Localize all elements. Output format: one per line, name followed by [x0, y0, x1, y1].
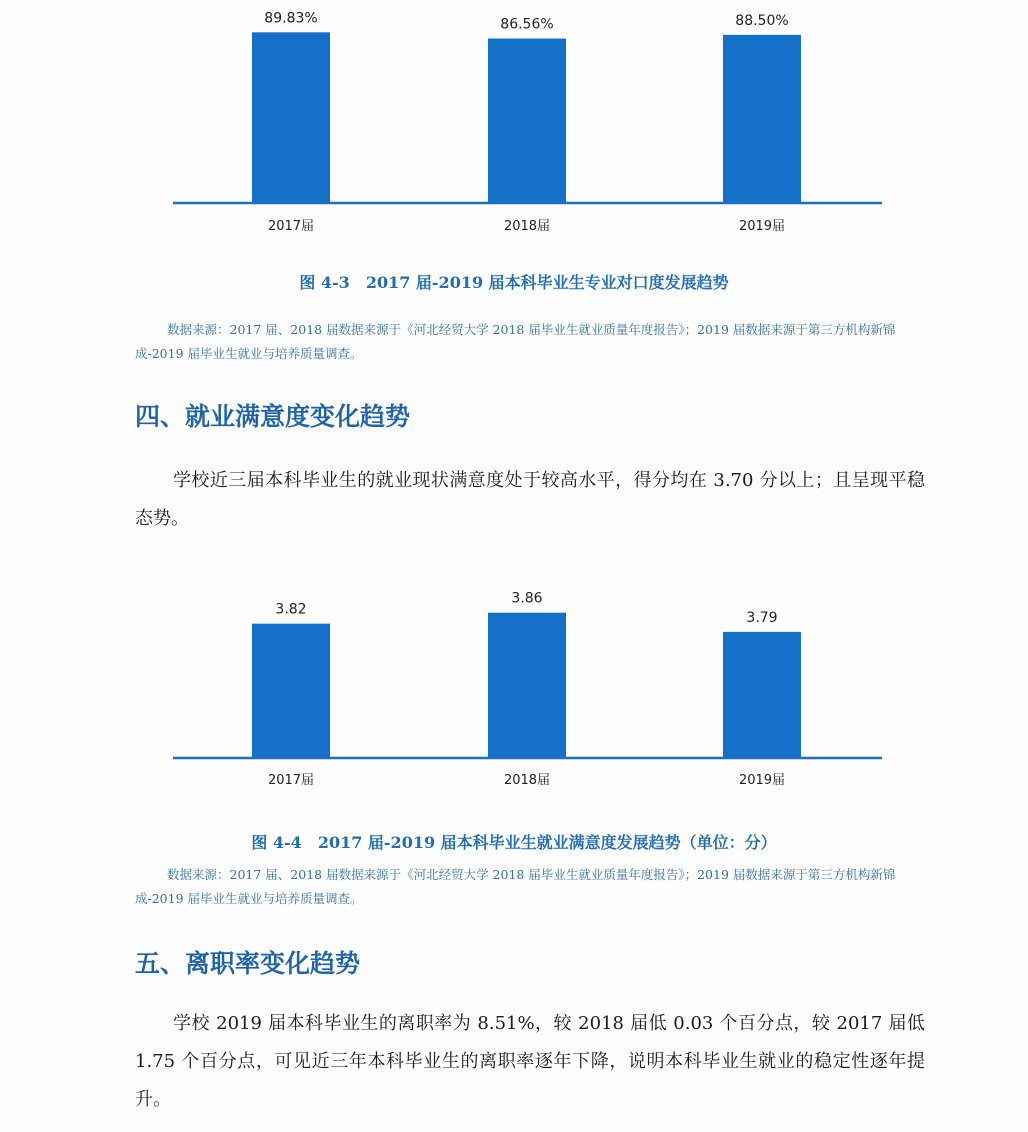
figure-4-4-number: 图 4-4: [251, 833, 302, 852]
bar-value-label-1: 3.82: [275, 601, 307, 618]
figure-4-4-source: 数据来源：2017 届、2018 届数据来源于《河北经贸大学 2018 届毕业生就业质量年度报告》；2019 届数据来源于第三方机构新锦成-2019 届毕业生就业与培养质量调查。: [135, 867, 896, 906]
figure-4-3-source: 数据来源：2017 届、2018 届数据来源于《河北经贸大学 2018 届毕业生就业质量年度报告》；2019 届数据来源于第三方机构新锦成-2019 届毕业生就业与培养质量调查。: [135, 322, 896, 361]
figure-4-4-caption: [0, 830, 1028, 853]
bar-1: [252, 624, 330, 758]
x-tick-label-3: 2019届: [738, 219, 786, 234]
chart-satisfaction: [0, 560, 1028, 800]
chart-satisfaction-svg: [0, 560, 1028, 800]
bar-3: [723, 35, 801, 203]
bar-2: [488, 39, 566, 203]
bar-2: [488, 613, 566, 758]
bar-1: [252, 32, 330, 203]
section-5-paragraph: 学校 2019 届本科毕业生的离职率为 8.51%，较 2018 届低 0.03 个百分点，较 2017 届低 1.75 个百分点，可见近三年本科毕业生的离职率逐年下降，说明本科毕业生就业的稳定性逐年提升。: [135, 1013, 925, 1110]
bar-value-label-3: 3.79: [746, 609, 778, 626]
bar-value-label-1: 89.83%: [264, 10, 318, 27]
bar-value-label-2: 86.56%: [500, 16, 554, 33]
section-5-heading: 五、离职率变化趋势: [135, 949, 361, 978]
figure-4-3-caption: [0, 270, 1028, 293]
bar-value-label-2: 3.86: [511, 590, 543, 607]
x-tick-label-1: 2017届: [267, 773, 315, 788]
figure-4-3-title: 2017 届-2019 届本科毕业生专业对口度发展趋势: [365, 273, 729, 292]
bar-3: [723, 632, 801, 758]
x-tick-label-2: 2018届: [503, 773, 551, 788]
chart-major-match-svg: [0, 0, 1028, 245]
figure-4-4-title: 2017 届-2019 届本科毕业生就业满意度发展趋势（单位：分）: [317, 833, 777, 852]
bar-value-label-3: 88.50%: [735, 12, 789, 29]
x-tick-label-1: 2017届: [267, 219, 315, 234]
x-tick-label-3: 2019届: [738, 773, 786, 788]
section-4-heading: 四、就业满意度变化趋势: [135, 402, 411, 431]
chart-major-match: [0, 0, 1028, 245]
figure-4-3-number: 图 4-3: [299, 273, 350, 292]
section-4-paragraph: 学校近三届本科毕业生的就业现状满意度处于较高水平，得分均在 3.70 分以上；且呈现平稳态势。: [135, 470, 925, 529]
x-tick-label-2: 2018届: [503, 219, 551, 234]
